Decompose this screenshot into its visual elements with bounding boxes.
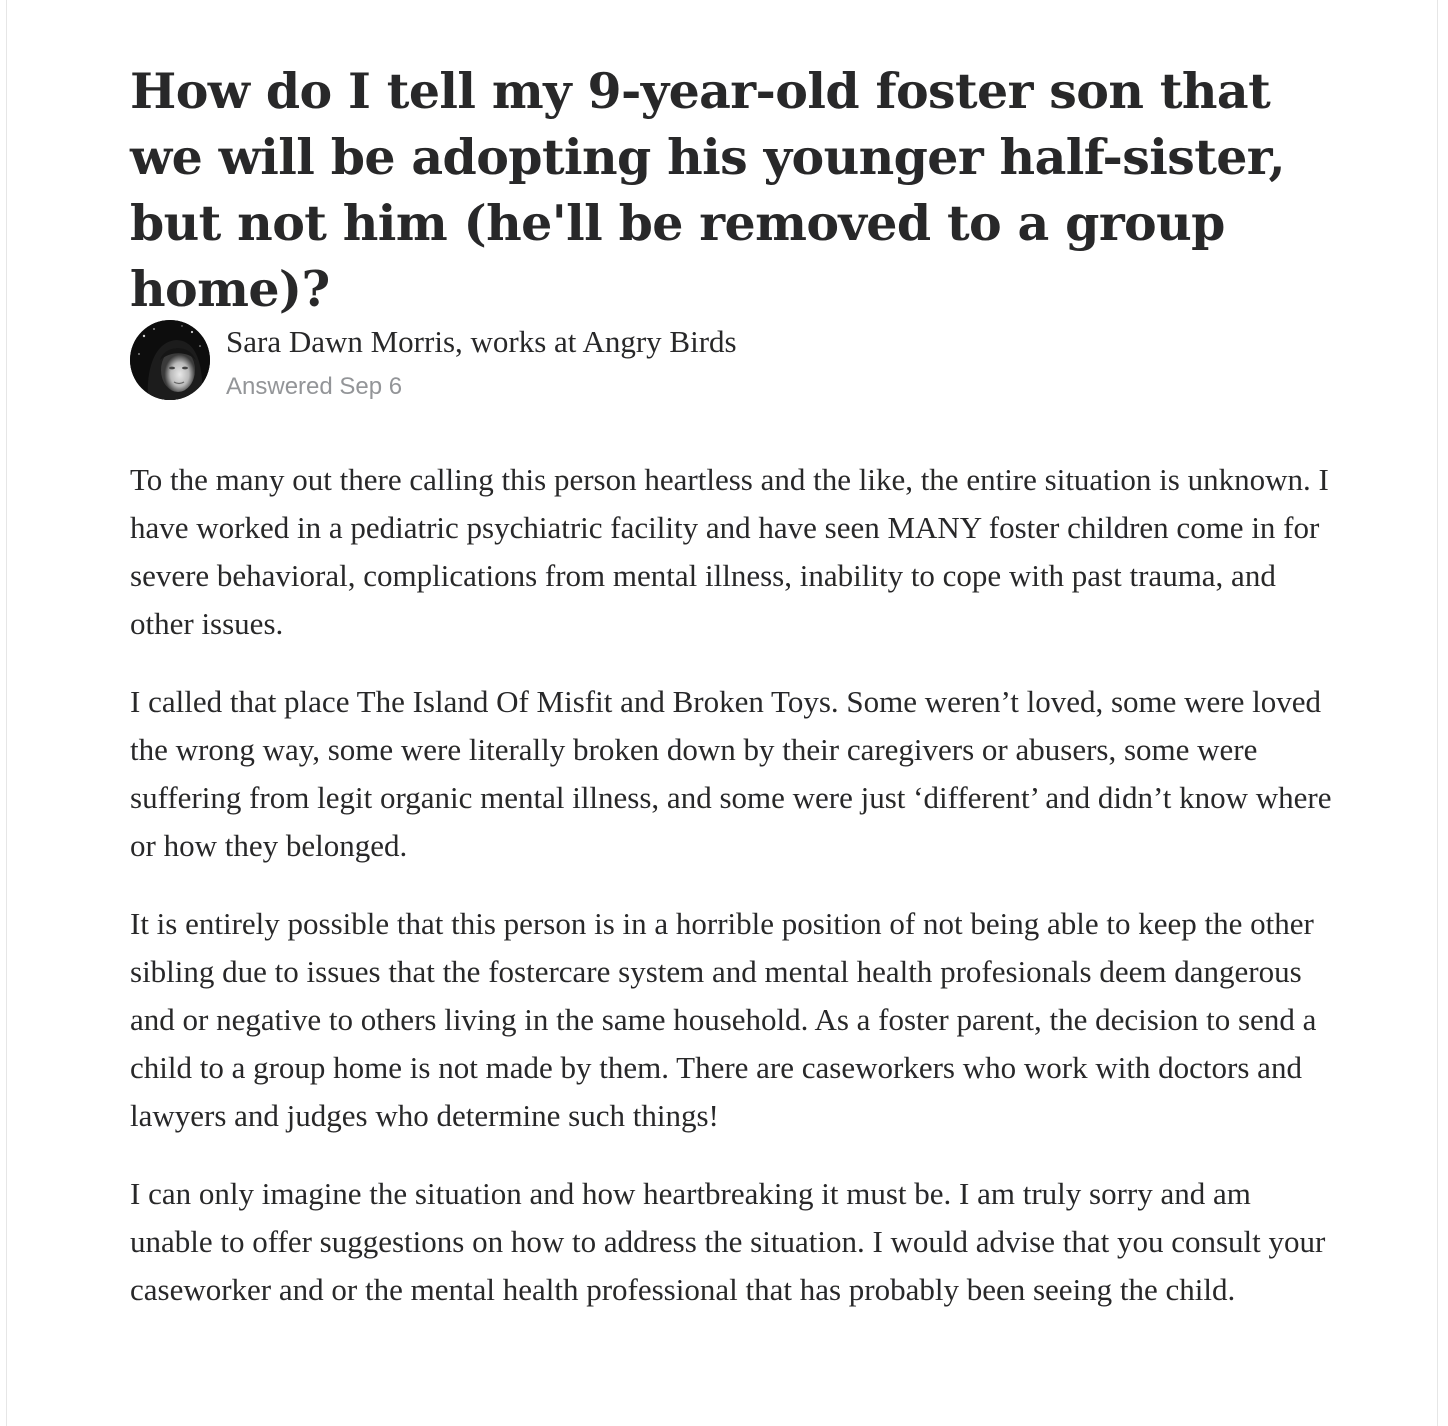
answer-paragraph: To the many out there calling this person heartless and the like, the entire situation is unknown. I have worked in a pediatric psychiatric facility and have seen MANY foster children come in for severe behavioral, complications from mental illness, inability to cope with past trauma, and other issues. (130, 462, 1329, 641)
answer-author-header (130, 320, 1130, 402)
author-credential[interactable]: Sara Dawn Morris, works at Angry Birds (226, 324, 737, 359)
answered-date[interactable]: Answered Sep 6 (226, 373, 403, 400)
author-avatar-image (130, 320, 210, 400)
answer-paragraph: I can only imagine the situation and how heartbreaking it must be. I am truly sorry and am unable to offer suggestions on how to address the situation. I would advise that you consult your caseworker and or the mental health professional that has probably been seeing the child. (130, 1176, 1326, 1307)
answer-paragraph: It is entirely possible that this person is in a horrible position of not being able to keep the other sibling due to issues that the fostercare system and mental health profesionals deem dangerous and or negative to others living in the same household. As a foster parent, the decision to send a child to a group home is not made by them. There are caseworkers who work with doctors and lawyers and judges who determine such things! (130, 906, 1317, 1133)
question-title[interactable]: How do I tell my 9-year-old foster son that we will be adopting his younger half-sister, but not him (he'll be removed to a group home)? (130, 62, 1285, 318)
answer-page (6, 0, 1438, 1426)
answer-content (130, 0, 1340, 1307)
author-avatar[interactable] (130, 320, 210, 400)
answer-body (130, 456, 1340, 1344)
answer-paragraph: I called that place The Island Of Misfit and Broken Toys. Some weren’t loved, some were loved the wrong way, some were literally broken down by their caregivers or abusers, some were suffering from legit organic mental illness, and some were just ‘different’ and didn’t know where or how they belonged. (130, 684, 1332, 863)
